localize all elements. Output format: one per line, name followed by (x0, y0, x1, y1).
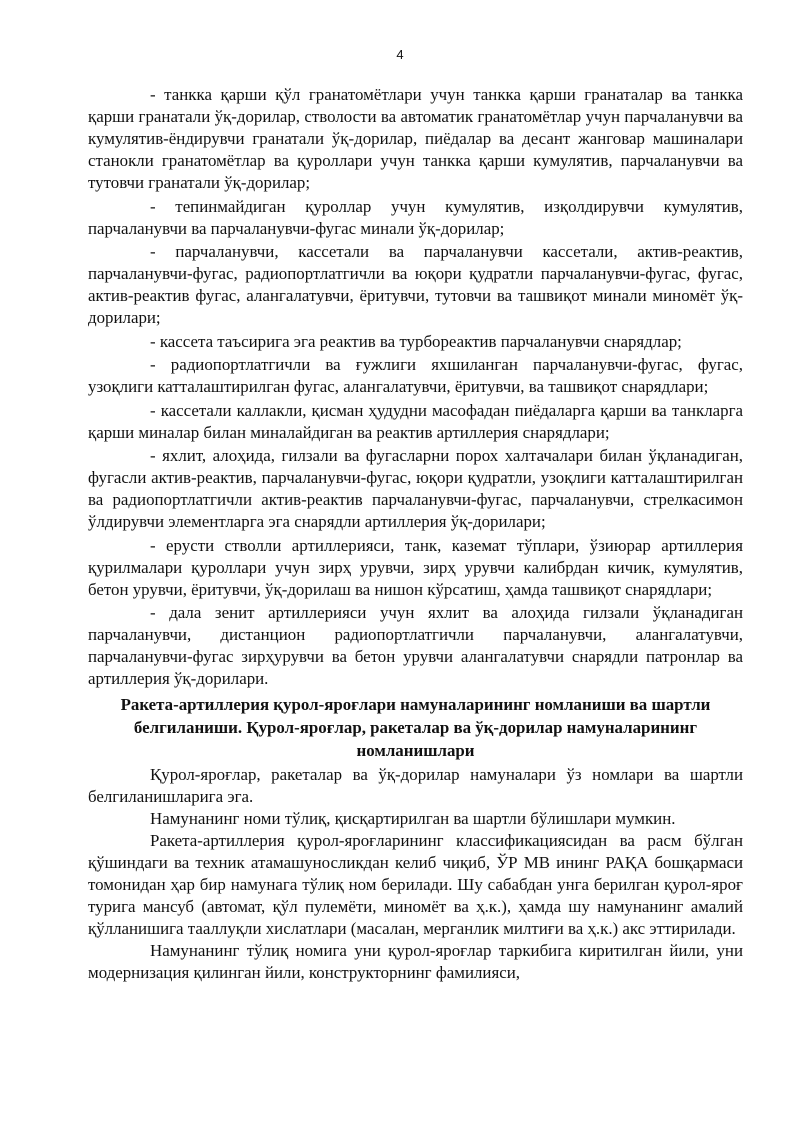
list-item: - парчаланувчи, кассетали ва парчаланувчи кассетали, актив-реактив, парчаланувчи-фугас, радиопортлатгичли ва юқори қудратли парчаланувчи-фугас, фугас, актив-реактив фугас, алангалатувчи, ёритувчи, тутовчи ва ташвиқот минали миномёт ўқ-дорилари; (88, 242, 743, 327)
list-item: - яхлит, алоҳида, гилзали ва фугасларни порох халтачалари билан ўқланадиган, фугасли актив-реактив, парчаланувчи-фугас, юқори қудратли, узоқлиги катталаштирилган ва радиопортлатгичли актив-реактив парчаланувчи-фугас, парчаланувчи, стрелкасимон ўлдирувчи элементларга эга снарядли артиллерия ўқ-дорилари; (88, 446, 743, 531)
list-item: - тепинмайдиган қуроллар учун кумулятив, изқолдирувчи кумулятив, парчаланувчи ва парчаланувчи-фугас минали ўқ-дорилар; (88, 196, 743, 238)
body-paragraph: Намунанинг номи тўлиқ, қисқартирилган ва шартли бўлишлари мумкин. (150, 809, 676, 828)
body-paragraph: Намунанинг тўлиқ номига уни қурол-яроғлар таркибига киритилган йили, уни модернизация қилинган йили, конструкторнинг фамилияси, (88, 941, 743, 982)
list-item: - радиопортлатгичли ва ғужлиги яхшиланган парчаланувчи-фугас, фугас, узоқлиги катталаштирилган фугас, алангалатувчи, ёритувчи, ва ташвиқот снарядлари; (88, 355, 743, 396)
list-item: - дала зенит артиллерияси учун яхлит ва алоҳида гилзали ўқланадиган парчаланувчи, дистанцион радиопортлатгичли парчаланувчи, алангалатувчи, парчаланувчи-фугас зирҳурувчи ва бетон урувчи алангалатувчи снарядли патронлар ва артиллерия ўқ-дорилари. (88, 603, 743, 688)
list-item: - ерусти стволли артиллерияси, танк, каземат тўплари, ўзиюрар артиллерия қурилмалари қуроллари учун зирҳ урувчи, зирҳ урувчи калибрдан кичик, кумулятив, бетон урувчи, ёритувчи, ўқ-дорилаш ва нишон кўрсатиш, ҳамда ташвиқот снарядлари; (88, 535, 743, 599)
body-paragraph: Ракета-артиллерия қурол-яроғларининг классификациясидан ва расм бўлган қўшиндаги ва техник атамашуносликдан келиб чиқиб, ЎР МВ ининг РАҚА бошқармаси томонидан ҳар бир намунага тўлиқ ном берилади. Шу сабабдан унга берилган қурол-яроғ турига мансуб (автомат, қўл пулемёти, миномёт ва ҳ.к.), ҳамда шу намунанинг амалий қўлланишига тааллуқли хислатлари (масалан, мерганлик милтиғи ва ҳ.к.) акс эттирилади. (88, 831, 743, 938)
section-heading: Ракета-артиллерия қурол-яроғлари намуналарининг номланиши ва шартли белгиланиши. Қурол-яроғлар, ракеталар ва ўқ-дорилар намуналарининг номланишлари (120, 695, 711, 760)
list-item: - танкка қарши қўл гранатомётлари учун танкка қарши гранаталар ва танкка қарши гранатали ўқ-дорилар, стволости ва автоматик гранатомётлар учун парчаланувчи ва кумулятив-ёндирувчи гранатали ўқ-дорилар, пиёдалар ва десант жанговар машиналари станокли гранатомётлар ва қуроллари учун танкка қарши кумулятив, парчаланувчи ва тутовчи гранатали ўқ-дорилар; (88, 85, 743, 192)
list-item: - кассета таъсирига эга реактив ва турбореактив парчаланувчи снарядлар; (150, 331, 682, 351)
list-item: - кассетали каллакли, қисман ҳудудни масофадан пиёдаларга қарши ва танкларга қарши миналар билан миналайдиган ва реактив артиллерия снарядлари; (88, 400, 743, 442)
page-number: 4 (396, 47, 404, 62)
body-paragraph: Қурол-яроғлар, ракеталар ва ўқ-дорилар намуналари ўз номлари ва шартли белгиланишларига эга. (88, 765, 743, 806)
document-body (88, 84, 743, 984)
